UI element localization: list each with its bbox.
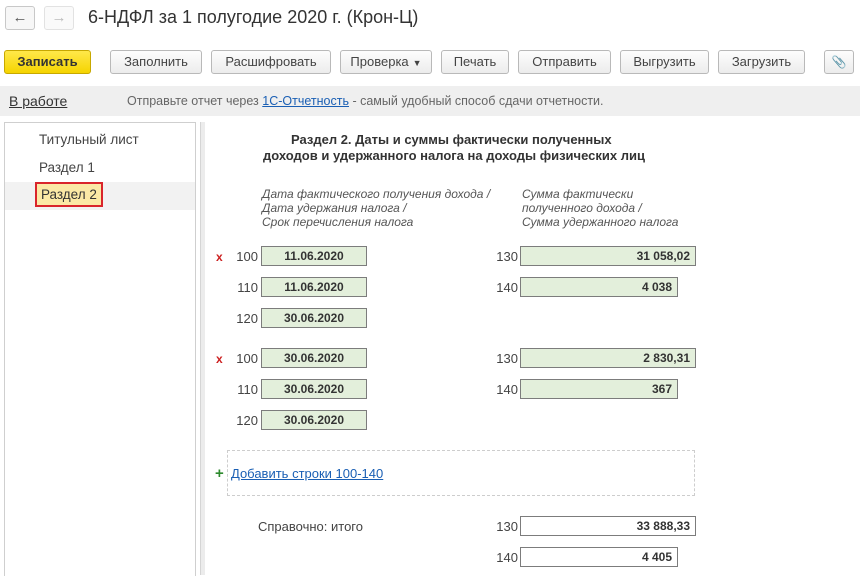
caption-line: Дата фактического получения дохода / <box>262 187 491 201</box>
row-code: 140 <box>496 382 518 397</box>
save-button[interactable]: Записать <box>4 50 91 74</box>
transfer-deadline-field[interactable]: 30.06.2020 <box>261 308 367 328</box>
attach-button[interactable] <box>824 50 854 74</box>
status-strip <box>0 86 860 116</box>
check-button[interactable] <box>340 50 432 74</box>
income-date-field[interactable]: 30.06.2020 <box>261 348 367 368</box>
row-code: 110 <box>237 280 258 295</box>
arrow-left-icon: ← <box>12 9 28 26</box>
totals-label: Справочно: итого <box>258 519 363 534</box>
row-code: 140 <box>496 550 518 565</box>
print-button[interactable]: Печать <box>441 50 509 74</box>
section-title-line1: Раздел 2. Даты и суммы фактически полученных <box>291 132 612 147</box>
add-rows-link[interactable]: Добавить строки 100-140 <box>231 466 384 481</box>
back-button[interactable] <box>5 6 35 30</box>
total-tax-field: 4 405 <box>520 547 678 567</box>
row-code: 130 <box>496 249 518 264</box>
income-date-field[interactable]: 11.06.2020 <box>261 246 367 266</box>
sidebar-item-label: Раздел 2 <box>35 182 103 207</box>
section-title-line2: доходов и удержанного налога на доходы физических лиц <box>263 148 645 163</box>
row-code: 100 <box>236 249 258 264</box>
caption-line: Сумма фактически <box>522 187 634 201</box>
arrow-right-icon: → <box>51 9 67 26</box>
left-column-caption <box>262 187 490 229</box>
total-income-field: 33 888,33 <box>520 516 696 536</box>
income-amount-field[interactable]: 2 830,31 <box>520 348 696 368</box>
sidebar-item-label: Титульный лист <box>39 132 139 147</box>
row-code: 110 <box>237 382 258 397</box>
reporting-service-link[interactable]: 1С-Отчетность <box>262 94 349 108</box>
status-hint-suffix: - самый удобный способ сдачи отчетности. <box>348 94 604 108</box>
decode-button[interactable]: Расшифровать <box>211 50 331 74</box>
import-button[interactable]: Загрузить <box>718 50 805 74</box>
caption-line: Сумма удержанного налога <box>522 215 679 229</box>
check-button-label: Проверка <box>350 54 409 69</box>
sidebar-item-label: Раздел 1 <box>39 160 95 175</box>
withholding-date-field[interactable]: 30.06.2020 <box>261 379 367 399</box>
panel-splitter[interactable] <box>200 122 205 575</box>
sidebar-item-section-1[interactable] <box>5 154 195 182</box>
row-code: 130 <box>496 519 518 534</box>
transfer-deadline-field[interactable]: 30.06.2020 <box>261 410 367 430</box>
row-code: 140 <box>496 280 518 295</box>
row-code: 120 <box>236 413 258 428</box>
right-column-caption <box>522 187 678 229</box>
tax-amount-field[interactable]: 367 <box>520 379 678 399</box>
delete-row-icon[interactable]: x <box>216 250 223 264</box>
tax-amount-field[interactable]: 4 038 <box>520 277 678 297</box>
caption-line: Дата удержания налога / <box>262 201 407 215</box>
status-hint-prefix: Отправьте отчет через <box>127 94 263 108</box>
sidebar-item-section-2[interactable] <box>5 182 195 210</box>
dropdown-caret-icon: ▼ <box>412 58 422 68</box>
plus-icon: + <box>215 465 224 482</box>
withholding-date-field[interactable]: 11.06.2020 <box>261 277 367 297</box>
caption-line: Срок перечисления налога <box>262 215 414 229</box>
forward-button[interactable] <box>44 6 74 30</box>
delete-row-icon[interactable]: x <box>216 352 223 366</box>
export-button[interactable]: Выгрузить <box>620 50 709 74</box>
row-code: 100 <box>236 351 258 366</box>
sidebar-item-title-page[interactable] <box>5 126 195 154</box>
row-code: 130 <box>496 351 518 366</box>
status-link[interactable]: В работе <box>9 93 68 109</box>
sections-panel <box>4 122 196 576</box>
row-code: 120 <box>236 311 258 326</box>
fill-button[interactable]: Заполнить <box>110 50 202 74</box>
send-button[interactable]: Отправить <box>518 50 611 74</box>
caption-line: полученного дохода / <box>522 201 642 215</box>
status-hint <box>127 94 604 108</box>
income-amount-field[interactable]: 31 058,02 <box>520 246 696 266</box>
paperclip-icon: 📎 <box>831 55 847 69</box>
window-title: 6-НДФЛ за 1 полугодие 2020 г. (Крон-Ц) <box>88 7 419 27</box>
